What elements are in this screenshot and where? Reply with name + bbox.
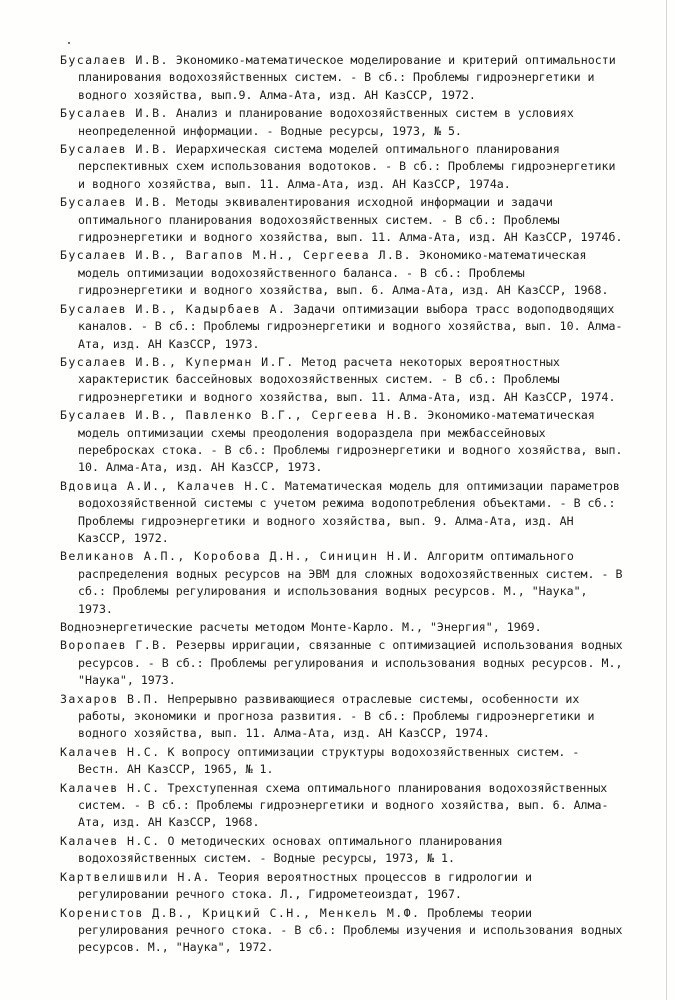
reference-entry [60,105,628,140]
reference-text: К вопросу оптимизации структуры водохозяйственных систем. - Вестн. АН КазССР, 1965, № 1. [78,744,580,777]
reference-author: Вдовица А.И., Калачев Н.С. [60,478,278,493]
reference-entry [60,780,628,832]
reference-entry [60,301,628,353]
reference-text: Трехступенная схема оптимального планирования водохозяйственных систем. - В сб.: Проблемы гидроэнергетики и водного хозяйства, вып. 6. Алма-Ата, изд. АН КазССР, 1968. [78,780,609,830]
reference-entry [60,407,628,477]
reference-author: Бусалаев И.В. [60,195,169,210]
reference-author: Бусалаев И.В., Вагапов М.Н., Сергеева Л.В. [60,248,412,263]
reference-text: Алгоритм оптимального распределения водных ресурсов на ЭВМ для сложных водохозяйственных систем. - В сб.: Проблемы регулирования и использования водных ресурсов. М., "Наука", 1973. [78,549,623,616]
reference-entry [60,637,628,689]
reference-entry [60,744,628,779]
reference-author: Бусалаев И.В., Куперман И.Г. [60,354,295,369]
reference-text: Резервы ирригации, связанные с оптимизацией использования водных ресурсов. - В сб.: Проблемы регулирования и использования водных ресурсов. М., "Наука", 1973. [78,638,623,688]
reference-author: Захаров В.П. [60,691,161,706]
reference-text: Экономико-математическая модель оптимизации схемы преодоления водораздела при межбассейновых перебросках стока. - В сб.: Проблемы гидроэнергетики и водного хозяйства, вып. 10. Алма-Ата, изд. АН КазССР, 1973. [78,408,623,475]
reference-author: Картвелишвили Н.А. [60,869,211,884]
reference-text: Математическая модель для оптимизации параметров водохозяйственной системы с учетом режима водопотребления объектами. - В сб.: Проблемы гидроэнергетики и водного хозяйства, вып. 9. Алма-Ата, изд. АН КазССР, 1972. [78,478,620,545]
reference-author: Бусалаев И.В., Павленко В.Г., Сергеева Н.В. [60,408,421,423]
reference-author: Калачев Н.С. [60,833,161,848]
reference-text: Проблемы теории регулирования речного стока. - В сб.: Проблемы изучения и использования водных ресурсов. М., "Наука", 1972. [78,905,623,955]
reference-text: Теория вероятностных процессов в гидрологии и регулировании речного стока. Л., Гидрометеоиздат, 1967. [78,869,532,902]
reference-author: Калачев Н.С. [60,744,161,759]
reference-text: Водноэнергетические расчеты методом Монте-Карло. М., "Энергия", 1969. [60,620,542,634]
reference-entry [60,833,628,868]
reference-text: О методических основах оптимального планирования водохозяйственных систем. - Водные ресурсы, 1973, № 1. [78,833,503,866]
reference-entry [60,354,628,406]
reference-author: Бусалаев И.В., Кадырбаев А. [60,301,287,316]
speck [68,42,70,44]
reference-text: Экономико-математическая модель оптимизации водохозяйственного баланса. - В сб.: Проблемы гидроэнергетики и водного хозяйства, вып. 6. Алма-Ата, изд. АН КазССР, 1968. [78,248,609,298]
reference-entry [60,905,628,957]
reference-list [60,52,628,958]
reference-entry [60,691,628,743]
reference-author: Воропаев Г.В. [60,638,169,653]
reference-entry [60,548,628,618]
reference-entry [60,52,628,104]
reference-author: Бусалаев И.В. [60,53,169,67]
reference-entry [60,194,628,246]
reference-text: Методы эквивалентирования исходной информации и задачи оптимального планирования водохозяйственных систем. - В сб.: Проблемы гидроэнергетики и водного хозяйства, вып. 11. Алма-Ата, изд. АН КазССР, 1974б. [78,195,623,245]
reference-entry [60,619,628,636]
page-edge [666,0,667,1000]
reference-text: Задачи оптимизации выбора трасс водоподводящих каналов. - В сб.: Проблемы гидроэнергетики и водного хозяйства, вып. 10. Алма-Ата, изд. АН КазССР, 1973. [78,301,623,351]
reference-entry [60,869,628,904]
reference-entry [60,247,628,299]
reference-author: Коренистов Д.В., Крицкий С.Н., Менкель М.Ф. [60,905,421,920]
reference-entry [60,478,628,548]
reference-text: Иерархическая система моделей оптимального планирования перспективных схем использования водотоков. - В сб.: Проблемы гидроэнергетики и водного хозяйства, вып. 11. Алма-Ата, изд. АН КазССР, 1974а. [78,142,616,191]
reference-author: Бусалаев И.В. [60,106,169,121]
reference-text: Непрерывно развивающиеся отраслевые системы, особенности их работы, экономики и прогноза развития. - В сб.: Проблемы гидроэнергетики и водного хозяйства, вып. 11. Алма-Ата, изд. АН КазССР, 1974. [78,691,595,741]
reference-author: Калачев Н.С. [60,780,161,795]
reference-author: Великанов А.П., Коробова Д.Н., Синицин Н.И. [60,549,421,564]
reference-text: Анализ и планирование водохозяйственных систем в условиях неопределенной информации. - Водные ресурсы, 1973, № 5. [78,106,574,138]
reference-text: Метод расчета некоторых вероятностных характеристик бассейновых водохозяйственных систем. - В сб.: Проблемы гидроэнергетики и водного хозяйства, вып. 11. Алма-Ата, изд. АН КазССР, 1974. [78,354,616,404]
reference-text: Экономико-математическое моделирование и критерий оптимальности планирования водохозяйственных систем. - В сб.: Проблемы гидроэнергетики и водного хозяйства, вып.9. Алма-Ата, изд. АН КазССР, 1972. [78,53,616,102]
reference-entry [60,141,628,193]
reference-author: Бусалаев И.В. [60,142,169,157]
